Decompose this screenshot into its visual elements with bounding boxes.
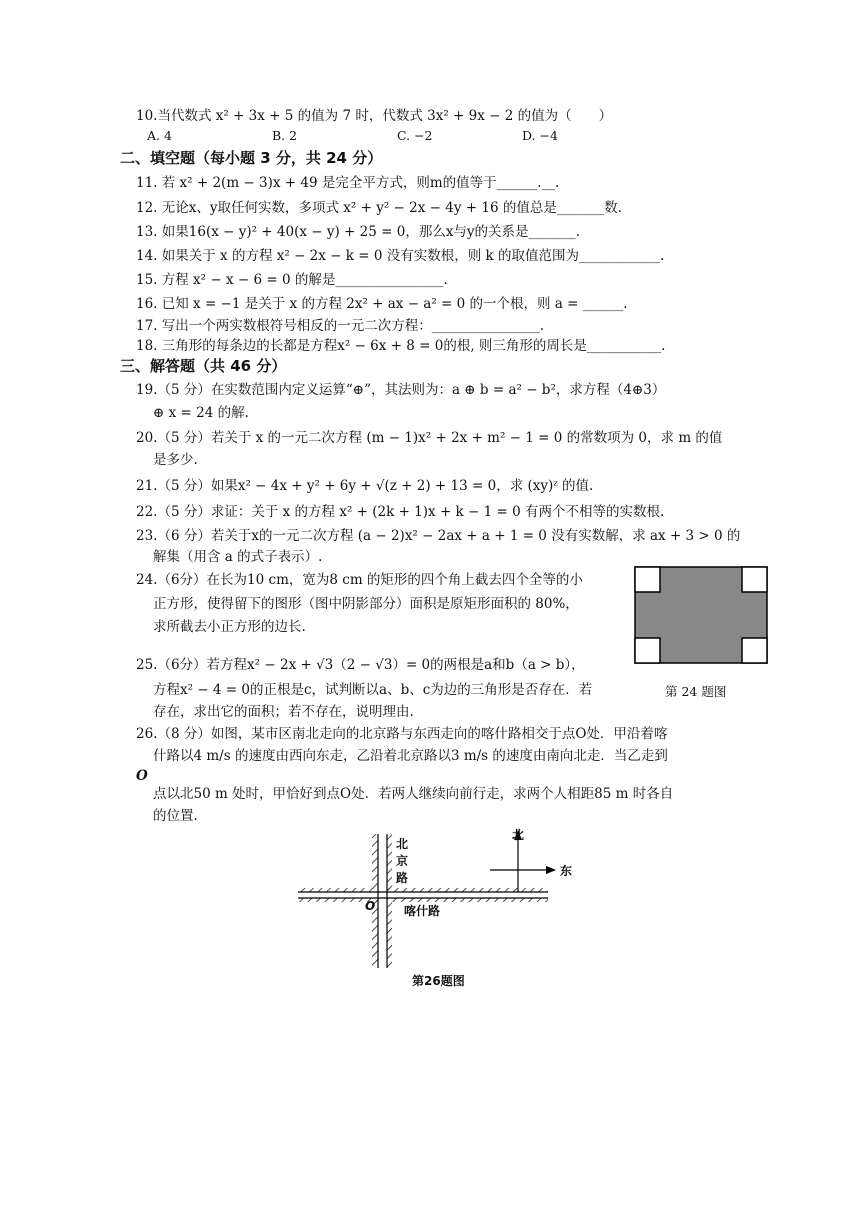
question-13: 13. 如果16(x − y)² + 40(x − y) + 25 = 0，那么x与y的关系是_______. xyxy=(136,224,581,240)
question-15: 15. 方程 x² − x − 6 = 0 的解是________________. xyxy=(136,272,448,288)
road-label-beijing: 北 京 路 xyxy=(395,837,408,885)
question-23-line-1: 23.（6 分）若关于x的一元二次方程 (a − 2)x² − 2ax + a + 1 = 0 没有实数解，求 ax + 3 > 0 的 xyxy=(136,528,741,544)
question-19-line-2: ⊕ x = 24 的解. xyxy=(153,405,249,421)
option-d: D. −4 xyxy=(522,128,558,143)
section-3-heading: 三、解答题（共 46 分） xyxy=(120,357,287,375)
question-18: 18. 三角形的每条边的长都是方程x² − 6x + 8 = 0的根, 则三角形的周长是___________. xyxy=(136,338,666,354)
figure-24-rectangle xyxy=(634,566,768,664)
question-14: 14. 如果关于 x 的方程 x² − 2x − k = 0 没有实数根，则 k 的取值范围为____________. xyxy=(136,248,665,264)
question-26-line-1: 26.（8 分）如图，某市区南北走向的北京路与东西走向的喀什路相交于点O处．甲沿着喀 xyxy=(136,726,668,742)
question-22: 22.（5 分）求证：关于 x 的方程 x² + (2k + 1)x + k − 1 = 0 有两个不相等的实数根. xyxy=(136,504,665,520)
question-25-line-3: 存在，求出它的面积；若不存在，说明理由. xyxy=(153,704,414,720)
figure-26-caption: 第26题图 xyxy=(412,974,465,988)
question-24-line-1: 24.（6分）在长为10 cm，宽为8 cm 的矩形的四个角上截去四个全等的小 xyxy=(136,572,583,588)
question-20-line-1: 20.（5 分）若关于 x 的一元二次方程 (m − 1)x² + 2x + m² − 1 = 0 的常数项为 0，求 m 的值 xyxy=(136,430,723,446)
question-11: 11. 若 x² + 2(m − 3)x + 49 是完全平方式，则m的值等于______.__. xyxy=(136,175,560,191)
question-26-line-2: 什路以4 m/s 的速度由西向东走，乙沿着北京路以3 m/s 的速度由南向北走．当乙走到 xyxy=(153,748,668,764)
question-10: 10.当代数式 x² + 3x + 5 的值为 7 时，代数式 3x² + 9x − 2 的值为（ ） xyxy=(136,108,613,124)
question-19-line-1: 19.（5 分）在实数范围内定义运算“⊕”，其法则为：a ⊕ b = a² − b²，求方程（4⊕3） xyxy=(136,382,666,398)
option-c: C. −2 xyxy=(397,128,433,143)
question-20-line-2: 是多少. xyxy=(153,452,198,468)
question-26-point-o: O xyxy=(136,768,148,784)
question-24-line-2: 正方形，使得留下的图形（图中阴影部分）面积是原矩形面积的 80%， xyxy=(153,596,579,612)
question-25-line-1: 25.（6分）若方程x² − 2x + √3（2 − √3）= 0的两根是a和b（a > b）， xyxy=(136,657,585,673)
compass-east-label: 东 xyxy=(560,864,573,878)
question-12: 12. 无论x、y取任何实数，多项式 x² + y² − 2x − 4y + 16 的值总是_______数. xyxy=(136,200,622,216)
question-25-line-2: 方程x² − 4 = 0的正根是c，试判断以a、b、c为边的三角形是否存在．若 xyxy=(153,682,593,698)
question-24-line-3: 求所截去小正方形的边长. xyxy=(153,619,306,635)
question-26-line-4: 的位置. xyxy=(153,808,198,824)
figure-24-caption: 第 24 题图 xyxy=(665,684,727,699)
question-26-line-3: 点以北50 m 处时，甲恰好到点O处．若两人继续向前行走，求两个人相距85 m 时各自 xyxy=(153,786,674,802)
compass-north-label: 北 xyxy=(512,828,525,842)
road-label-kashi: 喀什路 xyxy=(404,904,441,918)
question-16: 16. 已知 x = −1 是关于 x 的方程 2x² + ax − a² = 0 的一个根，则 a = ______. xyxy=(136,296,628,312)
option-b: B. 2 xyxy=(272,128,298,143)
figure-26-roads xyxy=(290,826,590,976)
question-21: 21.（5 分）如果x² − 4x + y² + 6y + √(z + 2) + 13 = 0，求 (xy)ᶻ 的值. xyxy=(136,478,594,494)
question-23-line-2: 解集（用含 a 的式子表示）. xyxy=(153,549,323,565)
question-17: 17. 写出一个两实数根符号相反的一元二次方程：________________. xyxy=(136,318,545,334)
option-a: A. 4 xyxy=(147,128,172,143)
origin-label: O xyxy=(365,899,376,913)
section-2-heading: 二、填空题（每小题 3 分，共 24 分） xyxy=(120,149,383,167)
